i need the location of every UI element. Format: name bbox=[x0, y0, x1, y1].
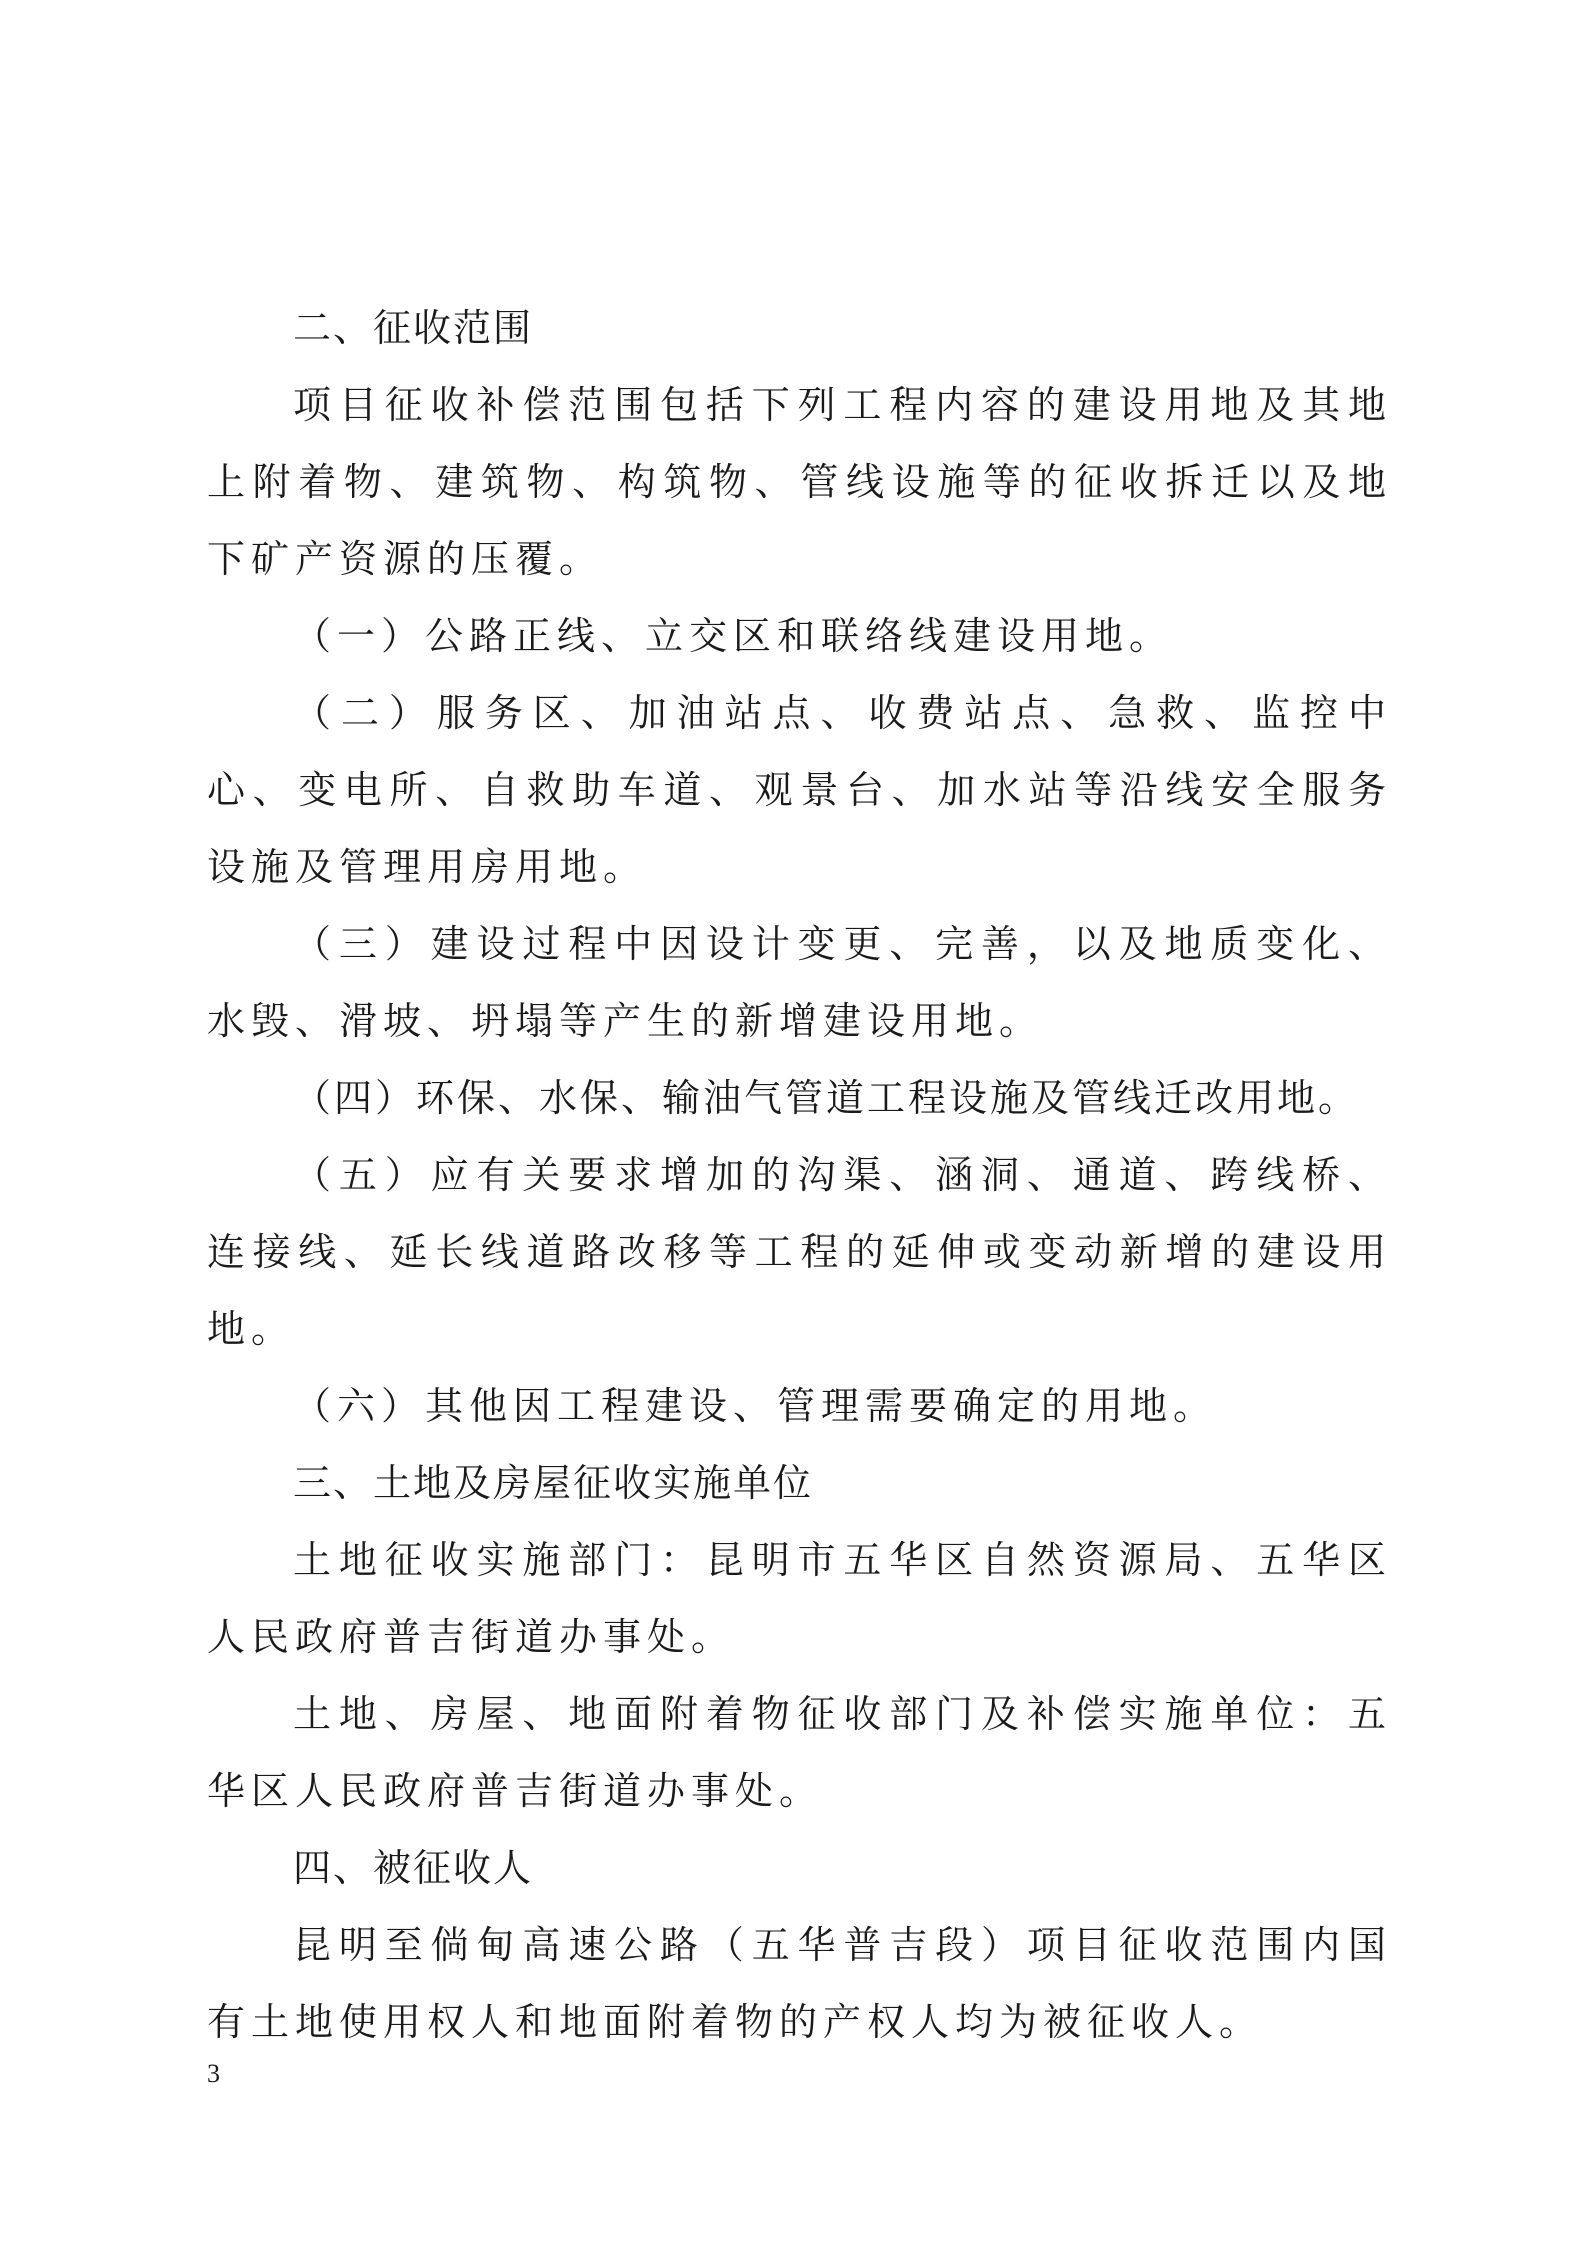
section-heading-implementing-units: 三、土地及房屋征收实施单位 bbox=[293, 1461, 814, 1505]
paragraph-scope-item-4: （四）环保、水保、输油气管道工程设施及管线迁改用地。 bbox=[293, 1076, 1360, 1120]
paragraph-scope-item-1: （一）公路正线、立交区和联络线建设用地。 bbox=[293, 614, 1174, 658]
paragraph-scope-item-6: （六）其他因工程建设、管理需要确定的用地。 bbox=[293, 1384, 1218, 1428]
section-heading-expropriated-persons: 四、被征收人 bbox=[293, 1846, 534, 1890]
paragraph-land-implementing-department: 土地征收实施部门：昆明市五华区自然资源局、五华区人民政府普吉街道办事处。 bbox=[207, 1538, 1392, 1659]
paragraph-compensation-unit: 土地、房屋、地面附着物征收部门及补偿实施单位：五华区人民政府普吉街道办事处。 bbox=[207, 1692, 1392, 1813]
paragraph-scope-item-5: （五）应有关要求增加的沟渠、涵洞、通道、跨线桥、连接线、延长线道路改移等工程的延伸或变动新增的建设用地。 bbox=[207, 1153, 1392, 1351]
section-heading-scope: 二、征收范围 bbox=[293, 306, 534, 350]
paragraph-scope-item-3: （三）建设过程中因设计变更、完善，以及地质变化、水毁、滑坡、坍塌等产生的新增建设用地。 bbox=[207, 922, 1392, 1043]
paragraph-expropriated-persons: 昆明至倘甸高速公路（五华普吉段）项目征收范围内国有土地使用权人和地面附着物的产权人均为被征收人。 bbox=[207, 1923, 1392, 2044]
page-content bbox=[207, 290, 1392, 2061]
paragraph-scope-item-2: （二）服务区、加油站点、收费站点、急救、监控中心、变电所、自救助车道、观景台、加水站等沿线安全服务设施及管理用房用地。 bbox=[207, 691, 1392, 889]
page-number: 3 bbox=[207, 2059, 220, 2088]
paragraph-scope-intro: 项目征收补偿范围包括下列工程内容的建设用地及其地上附着物、建筑物、构筑物、管线设施等的征收拆迁以及地下矿产资源的压覆。 bbox=[207, 383, 1392, 581]
